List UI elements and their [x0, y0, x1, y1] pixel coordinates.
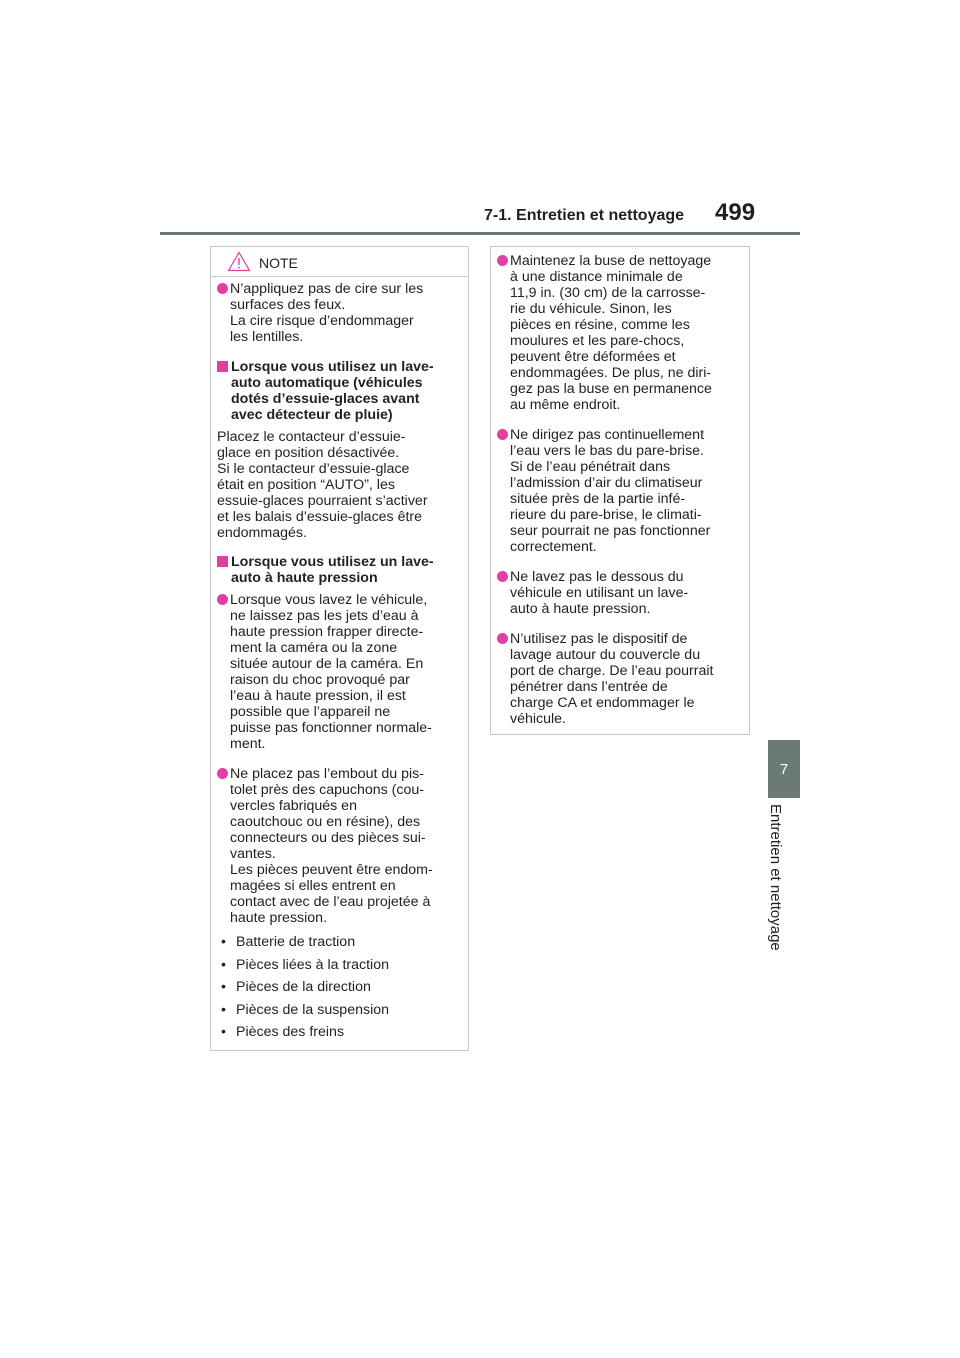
- note-box-right: [490, 246, 750, 735]
- bullet-dot-icon: [497, 633, 508, 644]
- note-bullet: [497, 631, 743, 727]
- bullet-text: Maintenez la buse de nettoyage à une distance minimale de 11,9 in. (30 cm) de la carrosse- rie du véhicule. Sinon, les pièces en résine, comme les moulures et les pare-chocs, peuvent être déformées et endommagées. De plus, ne diri- gez pas la buse en permanence au même endroit.: [510, 253, 712, 413]
- bullet-dot-icon: [497, 571, 508, 582]
- subheading: [217, 554, 462, 586]
- chapter-number: 7: [779, 760, 789, 778]
- note-label: NOTE: [259, 255, 298, 271]
- note-bullet: [217, 766, 462, 926]
- bullet-text: Ne dirigez pas continuellement l’eau vers le bas du pare-brise. Si de l’eau pénétrait dans l’admission d’air du climatiseur située près de la partie infé- rieure du pare-brise, le climati- seur pourrait ne pas fonctionner correctement.: [510, 427, 711, 555]
- chapter-title: Entretien et nettoyage: [767, 804, 784, 951]
- bullet-text: N’utilisez pas le dispositif de lavage autour du couvercle du port de charge. De l’eau pourrait pénétrer dans l’entrée de charge CA et endommager le véhicule.: [510, 631, 714, 727]
- list-item: • Pièces des freins: [217, 1024, 462, 1040]
- subheading-text: Lorsque vous utilisez un lave- auto à haute pression: [231, 554, 434, 586]
- bullet-text: Ne lavez pas le dessous du véhicule en utilisant un lave- auto à haute pression.: [510, 569, 689, 617]
- bullet-dot-icon: [217, 283, 228, 294]
- bullet-dot-icon: [217, 768, 228, 779]
- bullet-text: N’appliquez pas de cire sur les surfaces des feux. La cire risque d’endommager les lentilles.: [230, 281, 424, 345]
- chapter-tab: [768, 740, 800, 798]
- parts-list: [217, 934, 462, 1040]
- list-item: • Pièces de la suspension: [217, 1002, 462, 1018]
- note-bullet: [217, 281, 462, 345]
- warning-triangle-icon: [227, 251, 251, 272]
- subheading-text: Lorsque vous utilisez un lave- auto automatique (véhicules dotés d’essuie-glaces avant avec détecteur de pluie): [231, 359, 434, 423]
- list-item: • Pièces liées à la traction: [217, 957, 462, 973]
- paragraph: Placez le contacteur d’essuie- glace en position désactivée. Si le contacteur d’essuie-glace était en position “AUTO”, les essuie-glaces pourraient s’activer et les balais d’essuie-glaces être endommagés.: [217, 429, 428, 541]
- note-box-left: [210, 246, 469, 1051]
- list-item: • Batterie de traction: [217, 934, 462, 950]
- bullet-text: Lorsque vous lavez le véhicule, ne laissez pas les jets d’eau à haute pression frapper directe- ment la caméra ou la zone située autour de la caméra. En raison du choc provoqué par l’eau à haute pression, il est possible que l’appareil ne puisse pas fonctionner normale- ment.: [230, 592, 432, 752]
- note-header: [211, 247, 468, 277]
- bullet-dot-icon: [217, 594, 228, 605]
- note-bullet: [497, 569, 743, 617]
- note-bullet: [497, 427, 743, 555]
- header-divider: [160, 232, 800, 235]
- subheading: [217, 359, 462, 423]
- bullet-dot-icon: [497, 255, 508, 266]
- bullet-text: Ne placez pas l’embout du pis- tolet près des capuchons (cou- vercles fabriqués en caoutchouc ou en résine), des connecteurs ou des pièces sui- vantes. Les pièces peuvent être endom- magées si elles entrent en contact avec de l’eau projetée à haute pression.: [230, 766, 433, 926]
- section-title: 7-1. Entretien et nettoyage: [484, 207, 685, 224]
- bullet-dot-icon: [497, 429, 508, 440]
- square-bullet-icon: [217, 556, 228, 567]
- note-bullet: [217, 592, 462, 752]
- square-bullet-icon: [217, 361, 228, 372]
- page-number: 499: [715, 199, 756, 226]
- list-item: • Pièces de la direction: [217, 979, 462, 995]
- note-bullet: [497, 253, 743, 413]
